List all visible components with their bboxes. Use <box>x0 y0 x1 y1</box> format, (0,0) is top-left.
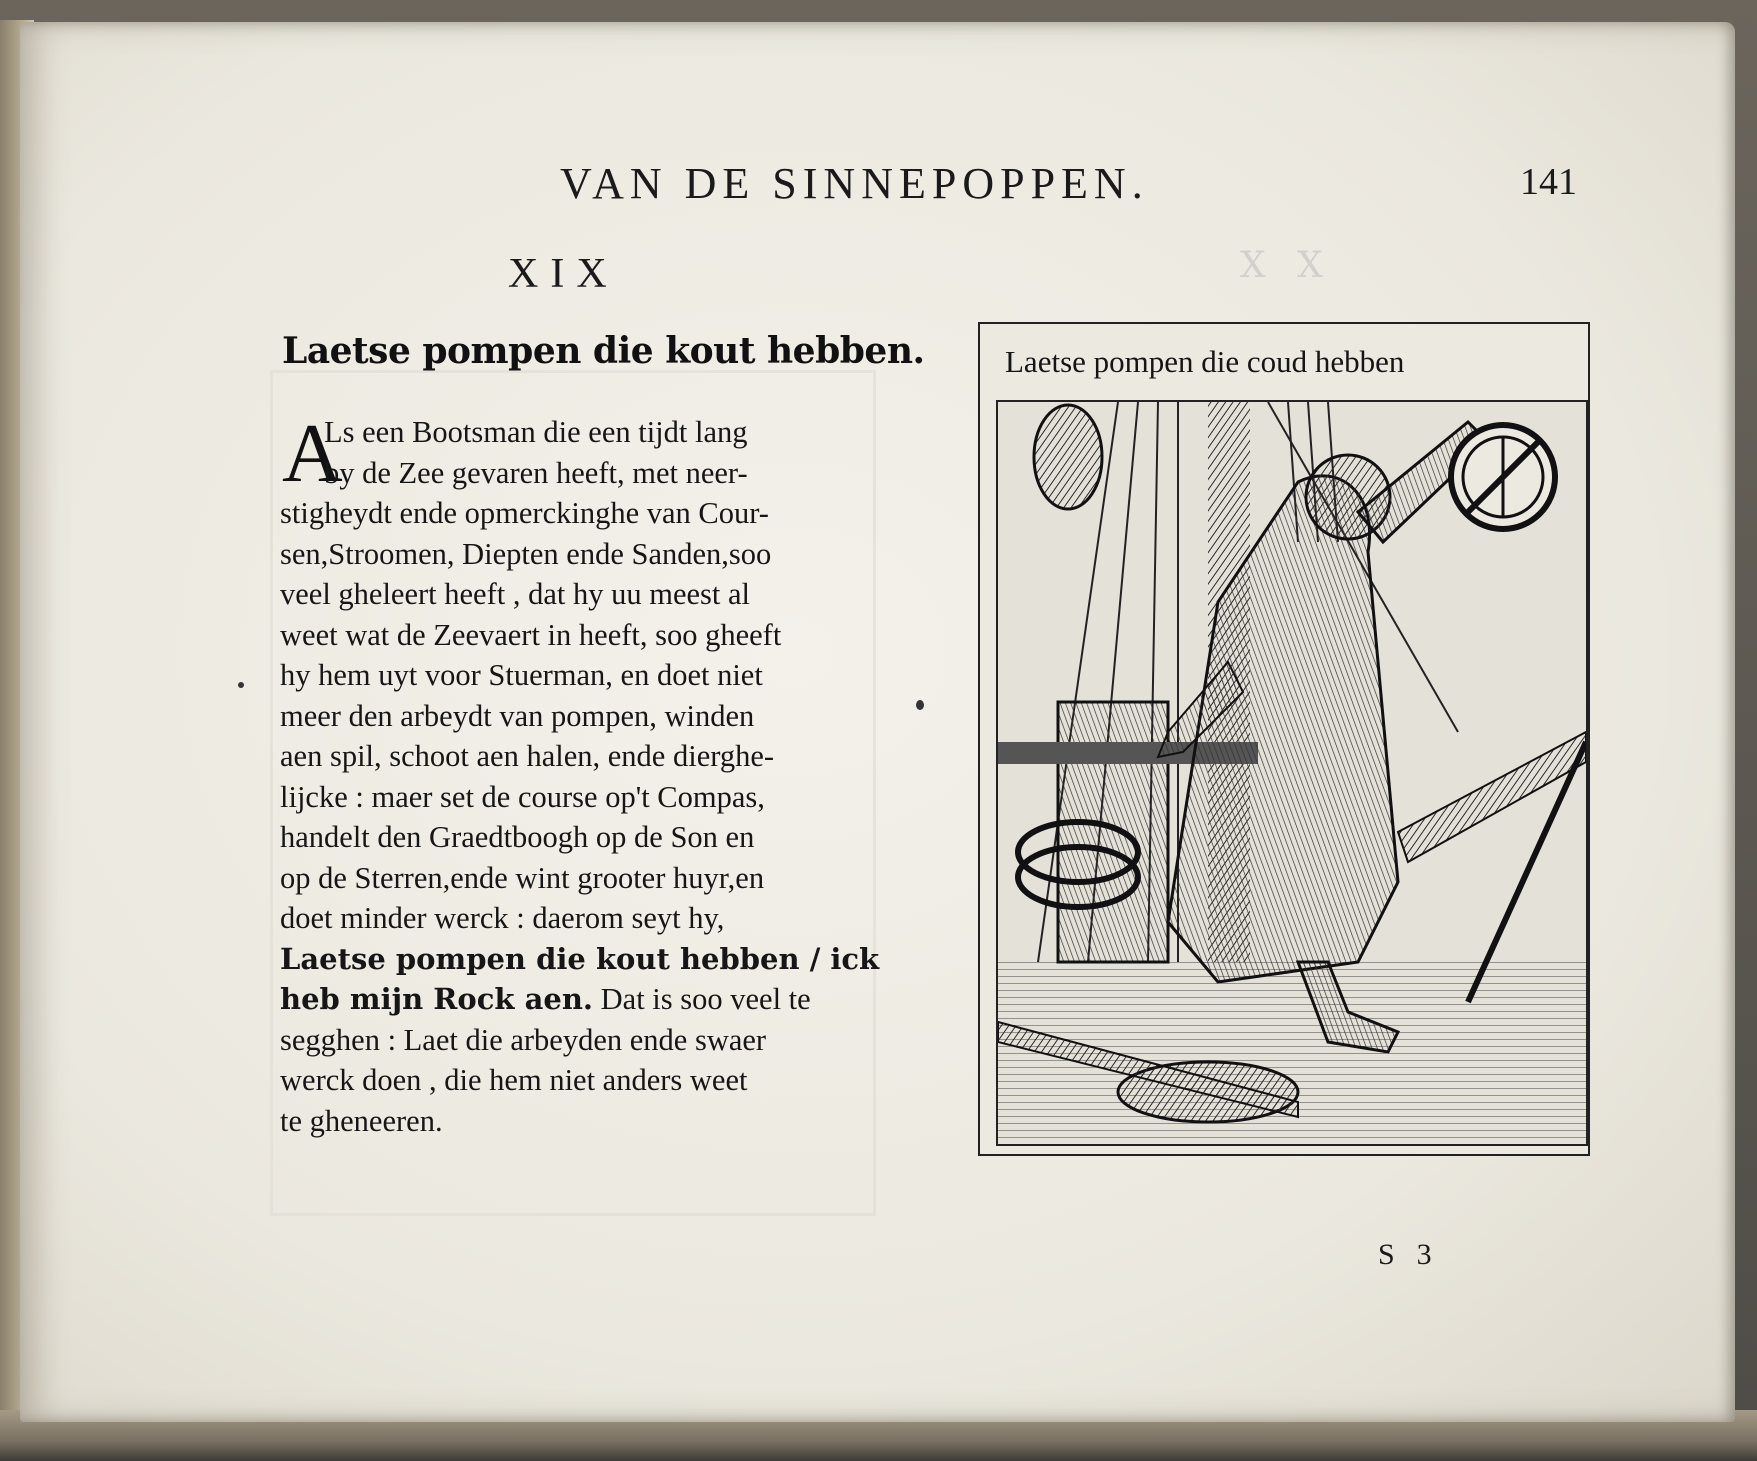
ink-speck <box>916 700 924 710</box>
text-line: doet minder werck : daerom seyt hy, <box>280 901 725 935</box>
motto-quote-line: Laetse pompen die kout hebben / ick <box>280 941 880 976</box>
text-line: handelt den Graedtboogh op de Son en <box>280 820 755 854</box>
text-line: werck doen , die hem niet anders weet <box>280 1063 748 1097</box>
text-line-mixed <box>280 979 870 1020</box>
body-text <box>280 407 880 1141</box>
engraving-illustration <box>996 400 1588 1146</box>
text-line: segghen : Laet die arbeyden ende swaer <box>280 1022 767 1057</box>
text-fragment: Dat is soo veel te <box>593 982 811 1016</box>
text-line: aen spil, schoot aen halen, ende dierghe- <box>280 739 775 773</box>
text-line: op de Sterren,ende wint grooter huyr,en <box>280 860 765 895</box>
text-line: weet wat de Zeevaert in heeft, soo gheeft <box>280 617 782 652</box>
sailor-with-astrolabe-engraving <box>998 402 1586 1144</box>
bleed-through-lines <box>1130 1170 1140 1210</box>
running-head: VAN DE SINNEPOPPEN. <box>560 159 1149 208</box>
text-line: hy hem uyt voor Stuerman, en doet niet <box>280 658 763 692</box>
text-line: veel gheleert heeft , dat hy uu meest al <box>280 577 751 611</box>
plate-caption: Laetse pompen die coud hebben <box>1005 344 1405 379</box>
drop-cap: A <box>282 407 343 500</box>
text-line: lijcke : maer set de course op't Compas, <box>280 779 765 814</box>
bleed-through-heading: X X <box>1240 245 1333 286</box>
emblem-motto: Laetse pompen die kout hebben. <box>282 330 925 372</box>
signature-mark: S3 <box>1378 1238 1454 1271</box>
ink-speck <box>238 682 244 688</box>
text-line: stigheydt ende opmerckinghe van Cour- <box>280 496 769 530</box>
text-line: te gheneeren. <box>280 1103 443 1138</box>
text-line: sen,Stroomen, Diepten ende Sanden,soo <box>280 536 772 571</box>
motto-quote-end: heb mijn Rock aen. <box>280 982 593 1016</box>
text-line: by de Zee gevaren heeft, met neer- <box>324 455 748 490</box>
page-number: 141 <box>1520 161 1577 203</box>
emblem-number: XIX <box>508 251 619 297</box>
text-line: Ls een Bootsman die een tijdt lang <box>324 415 748 449</box>
text-line: meer den arbeydt van pompen, winden <box>280 698 755 733</box>
